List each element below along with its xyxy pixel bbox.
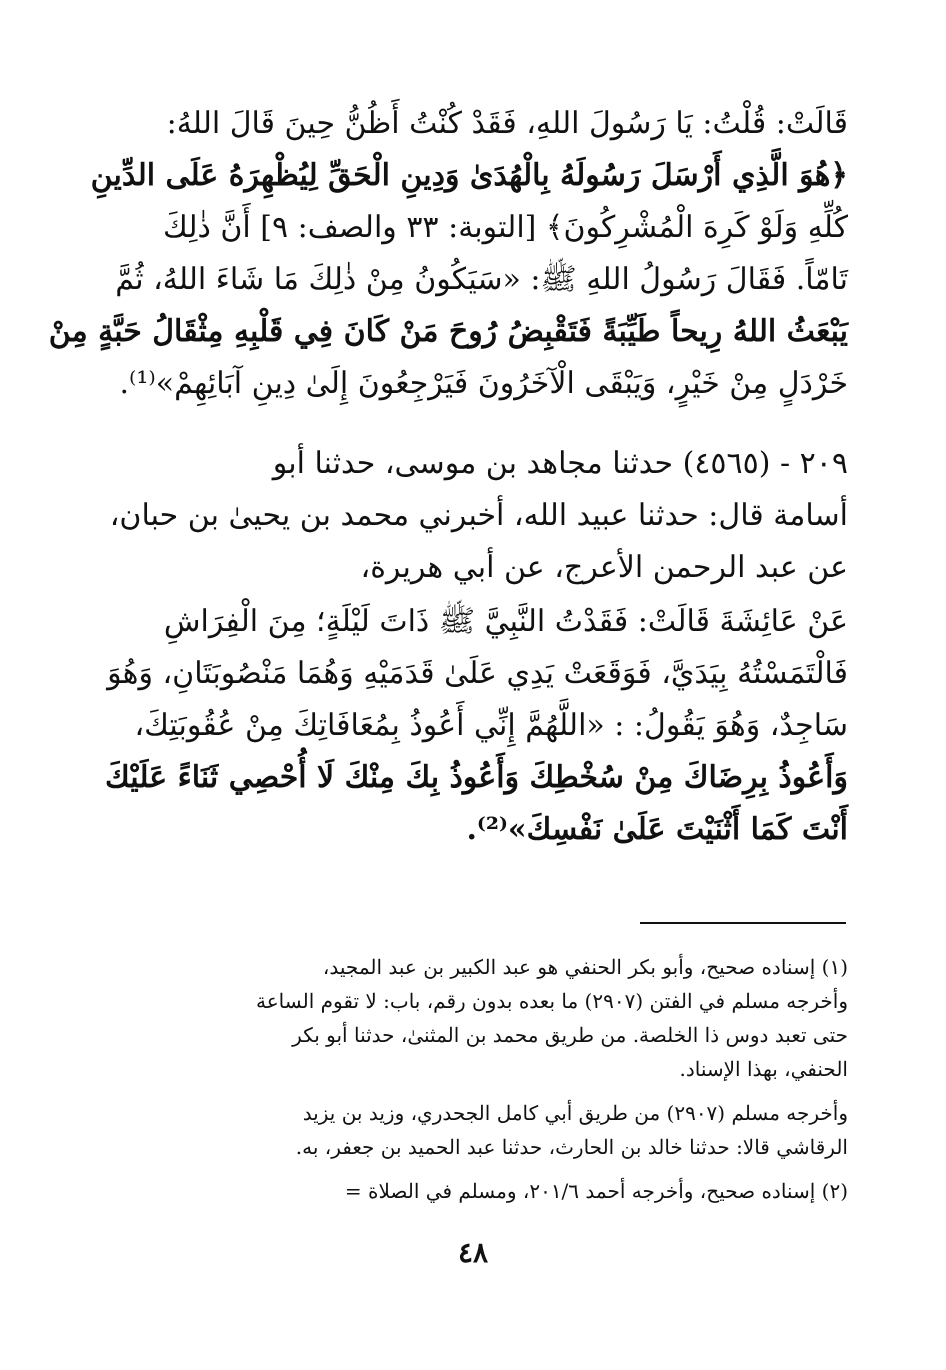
text-line: عن عبد الرحمن الأعرج، عن أبي هريرة،: [360, 550, 848, 585]
page-number: ٤٨: [457, 1236, 489, 1269]
footnote-line: وأخرجه مسلم (٢٩٠٧) من طريق أبي كامل الجحدري، وزيد بن يزيد: [302, 1101, 848, 1125]
footnote-line: الحنفي، بهذا الإسناد.: [679, 1057, 848, 1081]
text-line: فَالْتَمَسْتُهُ بِيَدَيَّ، فَوَقَعَتْ يَدِي عَلَىٰ قَدَمَيْهِ وَهُمَا مَنْصُوبَتَانِ، وَهُوَ: [107, 656, 848, 691]
text-line: كُلِّهِ وَلَوْ كَرِهَ الْمُشْرِكُونَ﴾ [التوبة: ٣٣ والصف: ٩] أَنَّ ذٰلِكَ: [163, 210, 848, 245]
footnote-gap: [130, 1086, 848, 1096]
text-line: أسامة قال: حدثنا عبيد الله، أخبرني محمد بن يحيىٰ بن حبان،: [109, 498, 848, 533]
footnote-line: (٢) إسناده صحيح، وأخرجه أحمد ٢٠١/٦، ومسلم في الصلاة =: [344, 1179, 848, 1203]
footnotes: [130, 950, 848, 1208]
hadith-paragraph-1: [48, 98, 848, 410]
footnote-line: الرقاشي قالا: حدثنا خالد بن الحارث، حدثنا عبد الحميد بن جعفر، به.: [295, 1135, 848, 1159]
footnote-line: (١) إسناده صحيح، وأبو بكر الحنفي هو عبد الكبير بن عبد المجيد،: [322, 955, 848, 979]
text-line: تَامّاً. فَقَالَ رَسُولُ اللهِ ﷺ: «سَيَكُونُ مِنْ ذٰلِكَ مَا شَاءَ اللهُ، ثُمَّ: [115, 262, 848, 297]
supplication-line: أَنْتَ كَمَا أَثْنَيْتَ عَلَىٰ نَفْسِكَ»⁽²⁾.: [466, 812, 848, 847]
hadith-paragraph-2: [104, 596, 848, 856]
supplication-line: وَأَعُوذُ بِرِضَاكَ مِنْ سُخْطِكَ وَأَعُوذُ بِكَ مِنْكَ لَا أُحْصِي ثَنَاءً عَلَيْكَ: [104, 760, 848, 795]
footnote-line: حتى تعبد دوس ذا الخلصة. من طريق محمد بن المثنىٰ، حدثنا أبو بكر: [292, 1023, 848, 1047]
hadith-chain-paragraph: [109, 438, 848, 594]
hadith-number-line: ٢٠٩ - (٤٥٦٥) حدثنا مجاهد بن موسى، حدثنا أبو: [272, 446, 848, 481]
text-line: سَاجِدٌ، وَهُوَ يَقُولُ: : «اللَّهُمَّ إِنِّي أَعُوذُ بِمُعَافَاتِكَ مِنْ عُقُوبَتِكَ،: [134, 708, 848, 743]
text-line: خَرْدَلٍ مِنْ خَيْرٍ، وَيَبْقَى الْآخَرُونَ فَيَرْجِعُونَ إِلَىٰ دِينِ آبَائِهِمْ»⁽¹⁾.: [119, 366, 848, 401]
quran-verse-line: ﴿هُوَ الَّذِي أَرْسَلَ رَسُولَهُ بِالْهُدَىٰ وَدِينِ الْحَقِّ لِيُظْهِرَهُ عَلَى الدِّينِ: [90, 158, 848, 193]
text-line: قَالَتْ: قُلْتُ: يَا رَسُولَ اللهِ، فَقَدْ كُنْتُ أَظُنُّ حِينَ قَالَ اللهُ:: [166, 106, 848, 141]
text-line: عَنْ عَائِشَةَ قَالَتْ: فَقَدْتُ النَّبِيَّ ﷺ ذَاتَ لَيْلَةٍ؛ مِنَ الْفِرَاشِ: [163, 604, 848, 639]
footnote-separator: [640, 922, 846, 924]
footnote-line: وأخرجه مسلم في الفتن (٢٩٠٧) ما بعده بدون رقم، باب: لا تقوم الساعة: [256, 989, 848, 1013]
footnote-gap: [130, 1164, 848, 1174]
prophetic-speech-line: يَبْعَثُ اللهُ رِيحاً طَيِّبَةً فَتَقْبِضُ رُوحَ مَنْ كَانَ فِي قَلْبِهِ مِثْقَالُ حَبَّةٍ مِنْ: [48, 314, 848, 349]
